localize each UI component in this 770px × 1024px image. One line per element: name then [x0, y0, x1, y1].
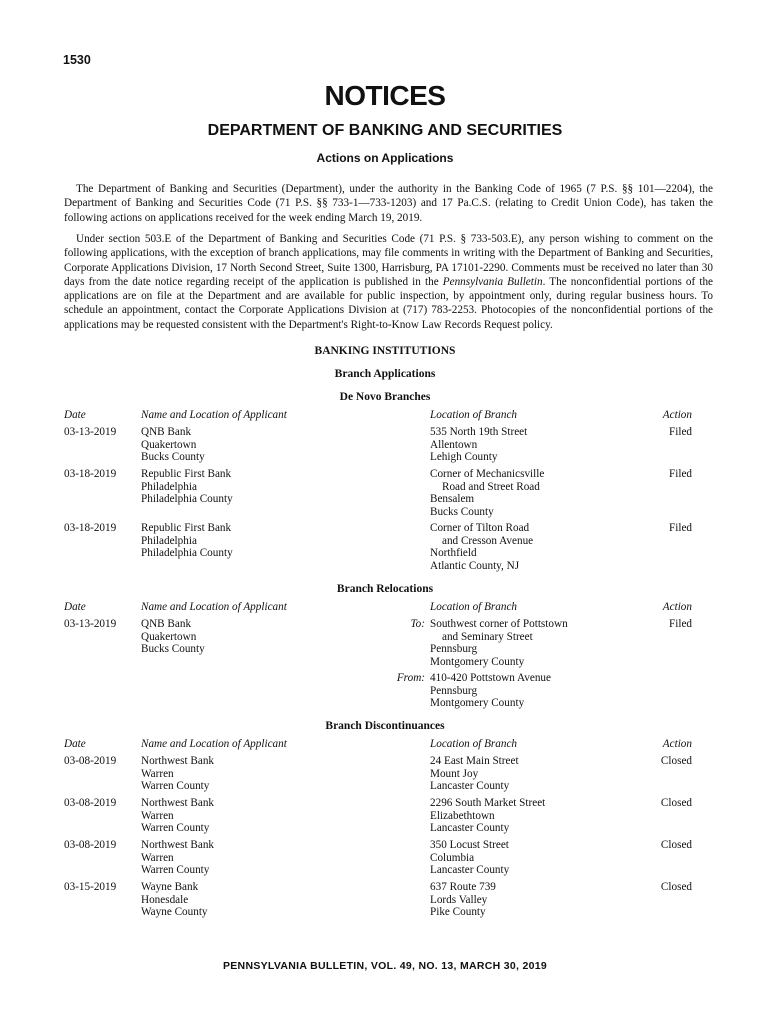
applicant-city: Warren [141, 767, 174, 780]
location-line: Elizabethtown [430, 809, 495, 822]
row-action: Filed [669, 522, 692, 534]
applicant-city: Honesdale [141, 893, 189, 906]
header-action: Action [662, 601, 692, 613]
row-date: 03-08-2019 [64, 839, 117, 851]
row-location [430, 755, 519, 793]
header-applicant: Name and Location of Applicant [141, 601, 287, 613]
header-date: Date [64, 738, 86, 750]
location-line: Atlantic County, NJ [430, 559, 520, 572]
de-novo-heading: De Novo Branches [339, 391, 431, 403]
row-applicant [141, 797, 214, 835]
location-line: Bensalem [430, 493, 475, 505]
header-location: Location of Branch [430, 738, 518, 750]
row-action: Closed [660, 881, 692, 893]
applicant-city: Philadelphia [141, 534, 197, 547]
relocations-heading: Branch Relocations [336, 583, 434, 595]
header-action: Action [662, 738, 692, 750]
applicant-county: Warren County [141, 822, 210, 834]
discontinuances-heading: Branch Discontinuances [325, 720, 445, 732]
page-number: 1530 [63, 53, 91, 67]
location-line: Bucks County [430, 505, 494, 518]
row-location [430, 839, 509, 877]
header-applicant: Name and Location of Applicant [141, 738, 287, 750]
row-applicant [141, 426, 205, 464]
applicant-county: Warren County [141, 864, 210, 876]
location-line: Pennsburg [430, 684, 478, 697]
applicant-county: Bucks County [141, 451, 205, 463]
location-line: Lancaster County [430, 780, 510, 792]
row-applicant [141, 618, 205, 656]
header-applicant: Name and Location of Applicant [141, 409, 287, 421]
applicant-county: Warren County [141, 780, 210, 792]
location-line: 2296 South Market Street [430, 797, 546, 809]
row-location [430, 797, 545, 835]
row-location [430, 881, 496, 919]
department-heading: DEPARTMENT OF BANKING AND SECURITIES [207, 122, 563, 139]
page-footer: PENNSYLVANIA BULLETIN, VOL. 49, NO. 13, MARCH 30, 2019 [222, 960, 548, 972]
to-label: To: [410, 618, 425, 630]
comment-paragraph-part1: Under section 503.E of the Department of Banking and Securities Code (71 P.S. § 733-503.E), any person wishing to comment on the following applications, with the exception of branch applications, may file comments in writing with the Department of Banking and Securities, Corporate Applications Division, 17 North Second Street, Suite 1300, Harrisburg, PA 17101-2290. Comments must be received no later than 30 days from the date notice regarding receipt of the application is published in the [64, 233, 713, 288]
header-location: Location of Branch [430, 601, 518, 613]
applicant-city: Philadelphia [141, 480, 197, 493]
location-line: 24 East Main Street [430, 755, 519, 767]
applicant-city: Quakertown [141, 630, 197, 643]
header-location: Location of Branch [430, 409, 518, 421]
row-applicant [141, 522, 233, 560]
row-action: Filed [669, 618, 692, 630]
applicant-city: Quakertown [141, 438, 197, 451]
header-action: Action [662, 409, 692, 421]
row-date: 03-18-2019 [64, 522, 117, 534]
row-applicant [141, 755, 214, 793]
row-location-from [430, 672, 551, 710]
row-date: 03-08-2019 [64, 797, 117, 809]
location-line: 637 Route 739 [430, 881, 496, 893]
applicant-name: Northwest Bank [141, 797, 215, 809]
location-line: Lords Valley [430, 893, 488, 906]
location-line: 350 Locust Street [430, 839, 509, 851]
intro-paragraph: The Department of Banking and Securities (Department), under the authority in the Banking Code of 1965 (7 P.S. §§ 101—2204), the Department of Banking and Securities Code (71 P.S. §§ 733-1—733-1203) and 17 Pa.C.S. (relating to Credit Union Code), has taken the following actions on applications received for the week ending March 19, 2019. [64, 183, 713, 224]
row-location [430, 468, 544, 518]
section-heading: Actions on Applications [316, 151, 454, 165]
applicant-name: Republic First Bank [141, 468, 232, 480]
location-line: Corner of Tilton Road [430, 522, 530, 534]
row-location [430, 522, 533, 572]
location-line: Lancaster County [430, 822, 510, 834]
applicant-name: Wayne Bank [141, 881, 199, 893]
applicant-county: Wayne County [141, 906, 208, 918]
location-line: Columbia [430, 851, 475, 864]
location-line: Mount Joy [430, 767, 479, 780]
applicant-name: QNB Bank [141, 426, 192, 438]
location-line: Montgomery County [430, 697, 525, 709]
comment-paragraph [64, 232, 713, 332]
location-line: and Seminary Street [442, 630, 533, 643]
location-line: Lancaster County [430, 864, 510, 876]
row-date: 03-15-2019 [64, 881, 117, 893]
location-line: Lehigh County [430, 451, 498, 463]
row-date: 03-13-2019 [64, 426, 117, 438]
location-line: 535 North 19th Street [430, 426, 528, 438]
row-date: 03-18-2019 [64, 468, 117, 480]
location-line: Allentown [430, 438, 478, 451]
row-location [430, 426, 527, 464]
row-applicant [141, 881, 208, 919]
banking-institutions-heading: BANKING INSTITUTIONS [314, 345, 456, 357]
row-date: 03-08-2019 [64, 755, 117, 767]
location-line: and Cresson Avenue [442, 534, 534, 547]
row-applicant [141, 468, 233, 506]
row-action: Filed [669, 468, 692, 480]
header-date: Date [64, 601, 86, 613]
comment-paragraph-part2: . The nonconfidential portions of the applications are on file at the Department and are available for public inspection, by appointment only, during regular business hours. To schedule an appointment, contact the Corporate Applications Division at (717) 783-2253. Photocopies of the nonconfidential portions of the applications may be requested consistent with the Department's Right-to-Know Law Records Request policy. [64, 275, 714, 331]
applicant-name: Northwest Bank [141, 839, 215, 851]
applicant-county: Philadelphia County [141, 493, 233, 505]
bulletin-name: Pennsylvania Bulletin [442, 275, 543, 288]
applicant-county: Bucks County [141, 643, 205, 655]
row-location-to [430, 618, 568, 668]
header-date: Date [64, 409, 86, 421]
location-line: Northfield [430, 547, 477, 559]
row-applicant [141, 839, 214, 877]
row-date: 03-13-2019 [64, 618, 117, 630]
page-title: NOTICES [324, 80, 446, 111]
row-action: Closed [660, 797, 692, 809]
location-line: 410-420 Pottstown Avenue [430, 672, 551, 684]
applicant-name: Northwest Bank [141, 755, 215, 767]
branch-applications-heading: Branch Applications [334, 368, 436, 380]
location-line: Road and Street Road [442, 480, 540, 493]
applicant-city: Warren [141, 809, 174, 822]
location-line: Corner of Mechanicsville [430, 468, 545, 480]
from-label: From: [396, 672, 425, 684]
row-action: Closed [660, 755, 692, 767]
location-line: Pennsburg [430, 643, 478, 655]
location-line: Southwest corner of Pottstown [430, 618, 568, 630]
row-action: Filed [669, 426, 692, 438]
applicant-name: Republic First Bank [141, 522, 232, 534]
applicant-city: Warren [141, 851, 174, 864]
location-line: Pike County [430, 906, 486, 918]
location-line: Montgomery County [430, 655, 525, 668]
applicant-name: QNB Bank [141, 618, 192, 630]
applicant-county: Philadelphia County [141, 547, 233, 559]
row-action: Closed [660, 839, 692, 851]
